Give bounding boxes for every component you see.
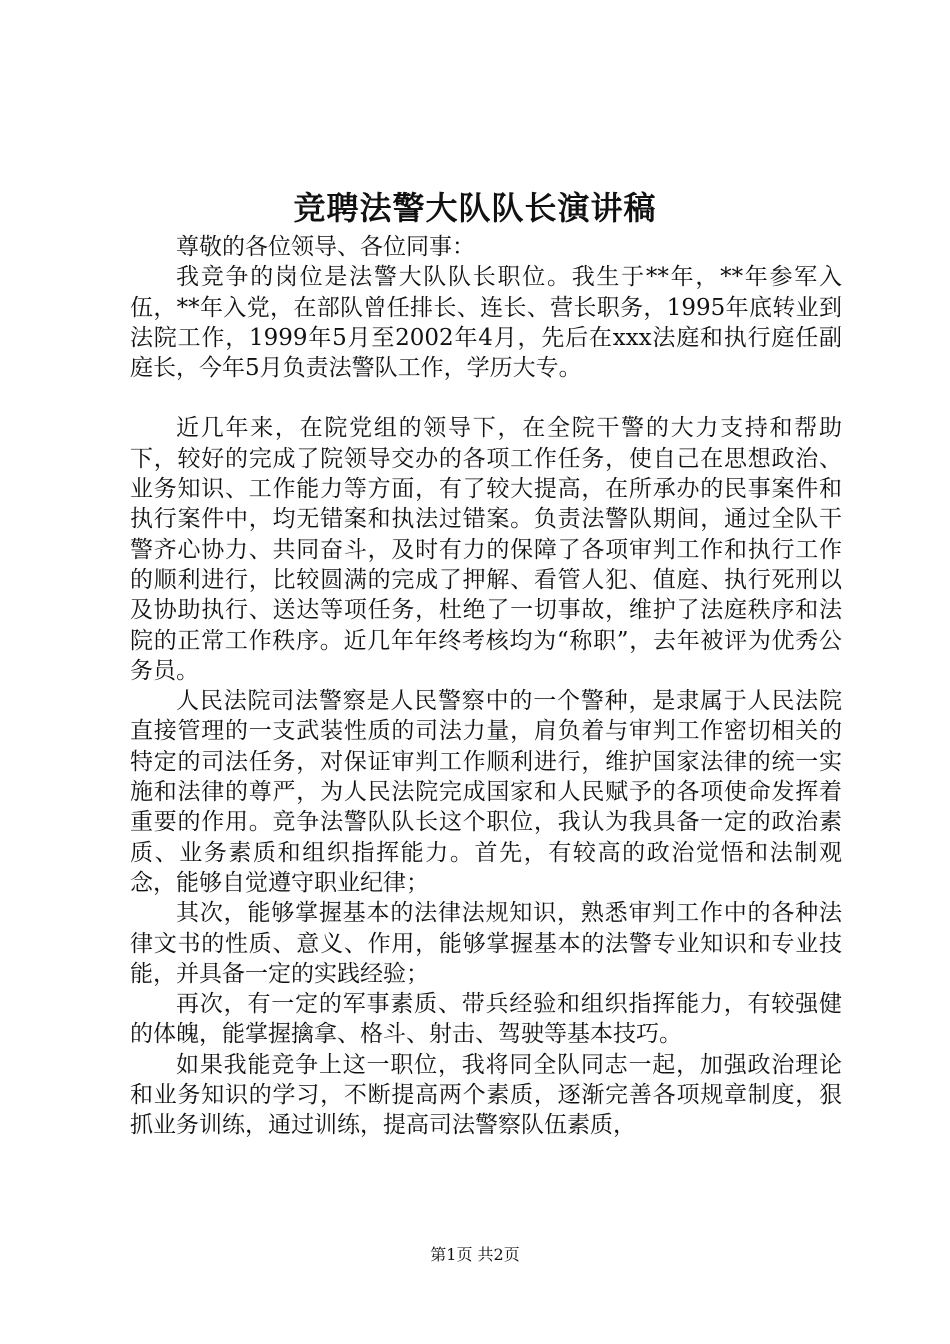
salutation: 尊敬的各位领导、各位同事： <box>176 234 475 260</box>
paragraph-third-qualification: 再次，有一定的军事素质、带兵经验和组织指挥能力，有较强健的体魄，能掌握擒拿、格斗、射击、驾驶等基本技巧。 <box>130 991 842 1048</box>
document-body <box>130 232 842 1141</box>
paragraph-personal-info: 我竞争的岗位是法警大队队长职位。我生于**年，**年参军入伍，**年入党，在部队曾任排长、连长、营长职务，1995年底转业到法院工作，1999年5月至2002年4月，先后在xxx法庭和执行庭任副庭长，今年5月负责法警队工作，学历大专。 <box>130 264 842 382</box>
paragraph-role-qualifications: 人民法院司法警察是人民警察中的一个警种，是隶属于人民法院直接管理的一支武装性质的司法力量，肩负着与审判工作密切相关的特定的司法任务，对保证审判工作顺利进行，维护国家法律的统一实施和法律的尊严，为人民法院完成国家和人民赋予的各项使命发挥着重要的作用。竞争法警队队长这个职位，我认为我具备一定的政治素质、业务素质和组织指挥能力。首先，有较高的政治觉悟和法制观念，能够自觉遵守职业纪律； <box>130 688 842 896</box>
paragraph-achievements: 近几年来，在院党组的领导下，在全院干警的大力支持和帮助下，较好的完成了院领导交办的各项工作任务，使自己在思想政治、业务知识、工作能力等方面，有了较大提高，在所承办的民事案件和执行案件中，均无错案和执法过错案。负责法警队期间，通过全队干警齐心协力、共同奋斗，及时有力的保障了各项审判工作和执行工作的顺利进行，比较圆满的完成了押解、看管人犯、值庭、执行死刑以及协助执行、送达等项任务，杜绝了一切事故，维护了法庭秩序和法院的正常工作秩序。近几年年终考核均为“称职”，去年被评为优秀公务员。 <box>130 415 842 684</box>
document-title: 竞聘法警大队队长演讲稿 <box>293 189 657 227</box>
paragraph-plan: 如果我能竞争上这一职位，我将同全队同志一起，加强政治理论和业务知识的学习，不断提高两个素质，逐渐完善各项规章制度，狠抓业务训练，通过训练，提高司法警察队伍素质， <box>130 1051 842 1139</box>
page-number-footer: 第1页 共2页 <box>430 1245 520 1264</box>
paragraph-second-qualification: 其次，能够掌握基本的法律法规知识，熟悉审判工作中的各种法律文书的性质、意义、作用，能够掌握基本的法警专业知识和专业技能，并具备一定的实践经验； <box>130 900 842 987</box>
